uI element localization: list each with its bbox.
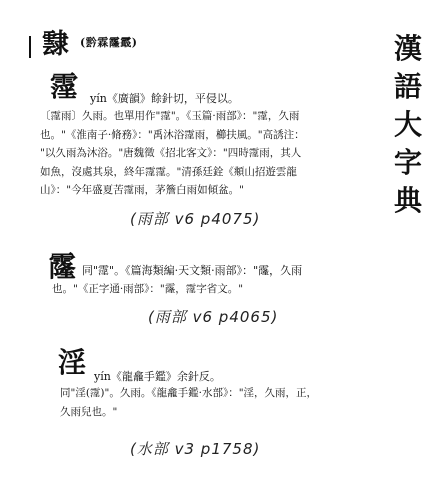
definition-line: "以久雨為沐浴。"唐魏徵《招北客文》："四時霪雨，其人 [40, 147, 302, 159]
entry-heading: 同"霪"。《篇海類編·天文類·雨部》："霳，久雨 [82, 264, 303, 277]
title-char: 大 [393, 108, 422, 141]
page-head-character: 霴 [42, 29, 69, 60]
title-char: 漢 [393, 32, 422, 65]
page-head-label: (霒霖霳霵) [80, 36, 138, 49]
title-char: 典 [393, 184, 422, 217]
dictionary-title [388, 30, 428, 220]
entry-character: 霳 [48, 250, 77, 283]
definition-line: 久雨兒也。" [60, 405, 118, 418]
handwritten-note: (水部 v3 p1758) [130, 440, 261, 458]
title-char: 字 [393, 146, 422, 179]
definition-line: 也。"《正字通·雨部》："霳，霪字省文。" [52, 283, 244, 295]
definition-line: 〔霪雨〕久雨。也單用作"霪"。《玉篇·雨部》："霪，久雨 [40, 110, 300, 122]
definition-line: 同"淫(霪)"。久雨。《龍龕手鑑·水部》："淫，久雨，正， [60, 387, 318, 399]
entry-definition [52, 280, 243, 299]
handwritten-note: (雨部 v6 p4065) [148, 308, 279, 326]
entry-character: 淫 [58, 346, 87, 379]
definition-line: 也。"《淮南子·脩務》："禹沐浴霪雨，櫛扶風。"高誘注： [40, 128, 305, 141]
entry-heading: yín《龍龕手鑑》余針反。 [94, 370, 221, 383]
margin-mark [29, 36, 31, 58]
handwritten-note: (雨部 v6 p4075) [130, 210, 261, 228]
definition-line: 如魚，沒處其泉，終年霪霪。"清孫廷銓《頫山招遊雲龍 [40, 165, 297, 178]
entry-definition [40, 107, 305, 200]
entry-character: 霪 [50, 70, 79, 103]
entry-definition [60, 384, 317, 421]
title-char: 語 [393, 70, 422, 103]
definition-line: 山》："今年盛夏苦霪雨，茅簷白雨如傾盆。" [40, 184, 244, 196]
entry-heading: yín《廣韻》餘針切，平侵以。 [90, 92, 239, 105]
